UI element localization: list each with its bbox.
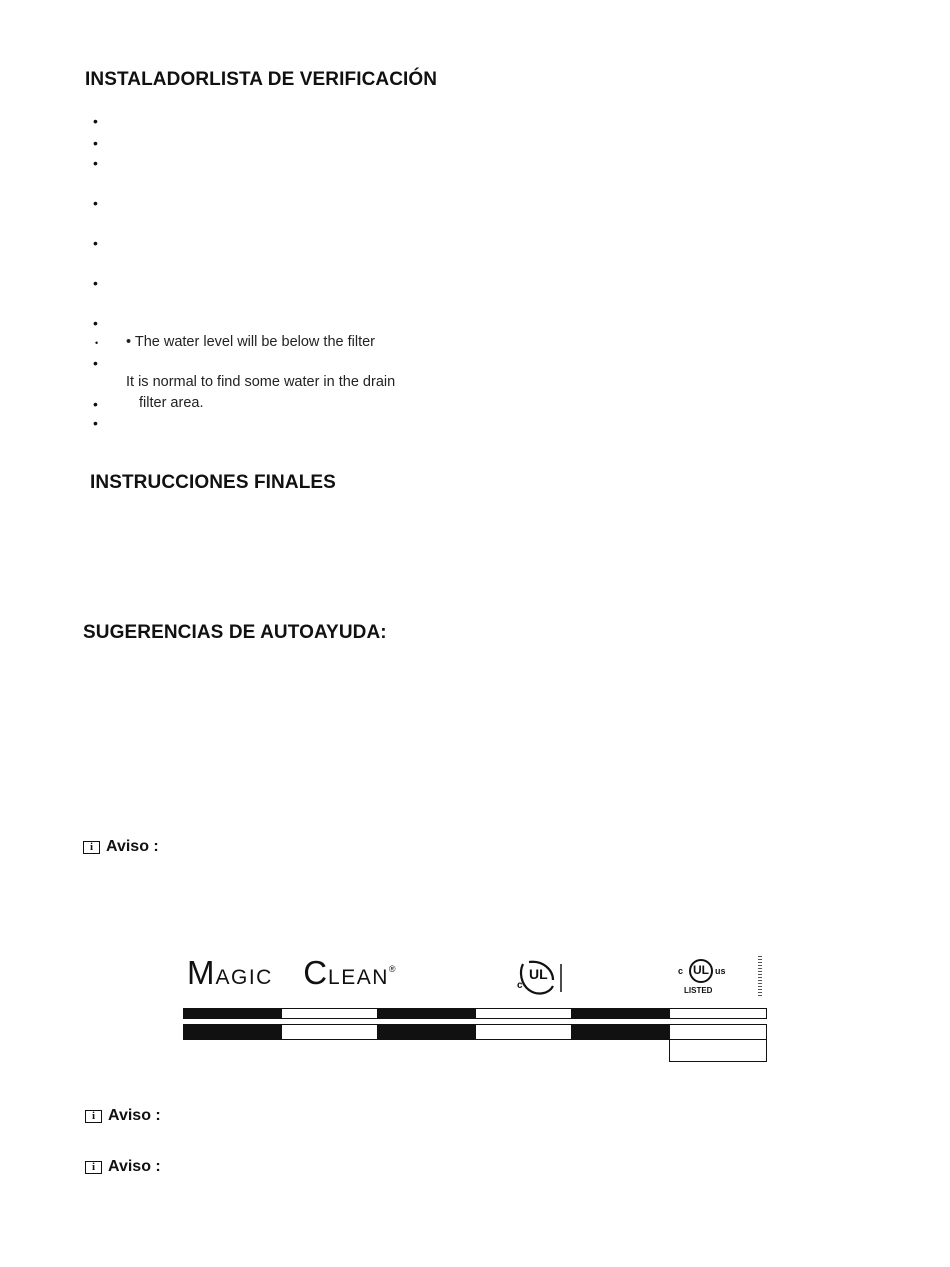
info-icon: i [85,1161,102,1174]
logo-c: C [303,954,329,991]
ul-c-letter: c [517,980,523,991]
grid-cell [475,1008,572,1019]
ul-listed-us: us [715,966,726,976]
bullet: • [93,415,98,431]
bullet: • [93,155,98,171]
registered-mark: ® [388,964,397,974]
grid-cell [378,1024,475,1040]
aviso-label: Aviso : [108,1158,161,1175]
bullet: • [93,355,98,371]
grid-cell [183,1024,281,1040]
bullet: • [93,135,98,151]
ul-listed-label: LISTED [684,986,713,995]
info-icon: i [85,1110,102,1123]
grid-cell [572,1024,669,1040]
checklist-title: INSTALADORLISTA DE VERIFICACIÓN [85,69,438,90]
bullet: • [93,396,98,412]
grid-cell [281,1024,378,1040]
vertical-code-strip [758,956,762,998]
self-help-title: SUGERENCIAS DE AUTOAYUDA: [83,622,387,643]
bullet: • [95,338,99,348]
drain-water-text: It is normal to find some water in the drain [126,374,396,390]
magic-clean-logo [187,951,397,996]
filter-area-text: filter area. [139,395,204,411]
aviso-label: Aviso : [108,1107,161,1124]
logo-lean: LEAN [328,966,389,989]
grid-cell [572,1008,669,1019]
grid-cell [475,1024,572,1040]
bullet: • [93,275,98,291]
aviso-label: Aviso : [106,838,159,855]
bullet: • [93,113,98,129]
notice-1 [83,838,159,856]
notice-2 [85,1107,161,1125]
ul-recognized-icon [515,958,565,998]
ul-listed-c: c [678,966,684,976]
grid-cell [669,1039,767,1062]
ul-listed-icon [677,958,729,998]
ul-listed-letters: UL [693,963,709,977]
grid-cell [281,1008,378,1019]
logo-m: M [187,954,216,991]
grid-cell [669,1008,767,1019]
grid-cell [669,1024,767,1040]
bullet: • [93,235,98,251]
bullet: • [93,195,98,211]
info-icon: i [83,841,100,854]
water-level-text: • The water level will be below the filter [126,334,376,350]
grid-cell [378,1008,475,1019]
final-instructions-title: INSTRUCCIONES FINALES [90,472,336,493]
bullet: • [93,315,98,331]
ul-letters: UL [529,966,548,982]
notice-3 [85,1158,161,1176]
logo-agic: AGIC [215,966,273,989]
grid-cell [183,1008,281,1019]
